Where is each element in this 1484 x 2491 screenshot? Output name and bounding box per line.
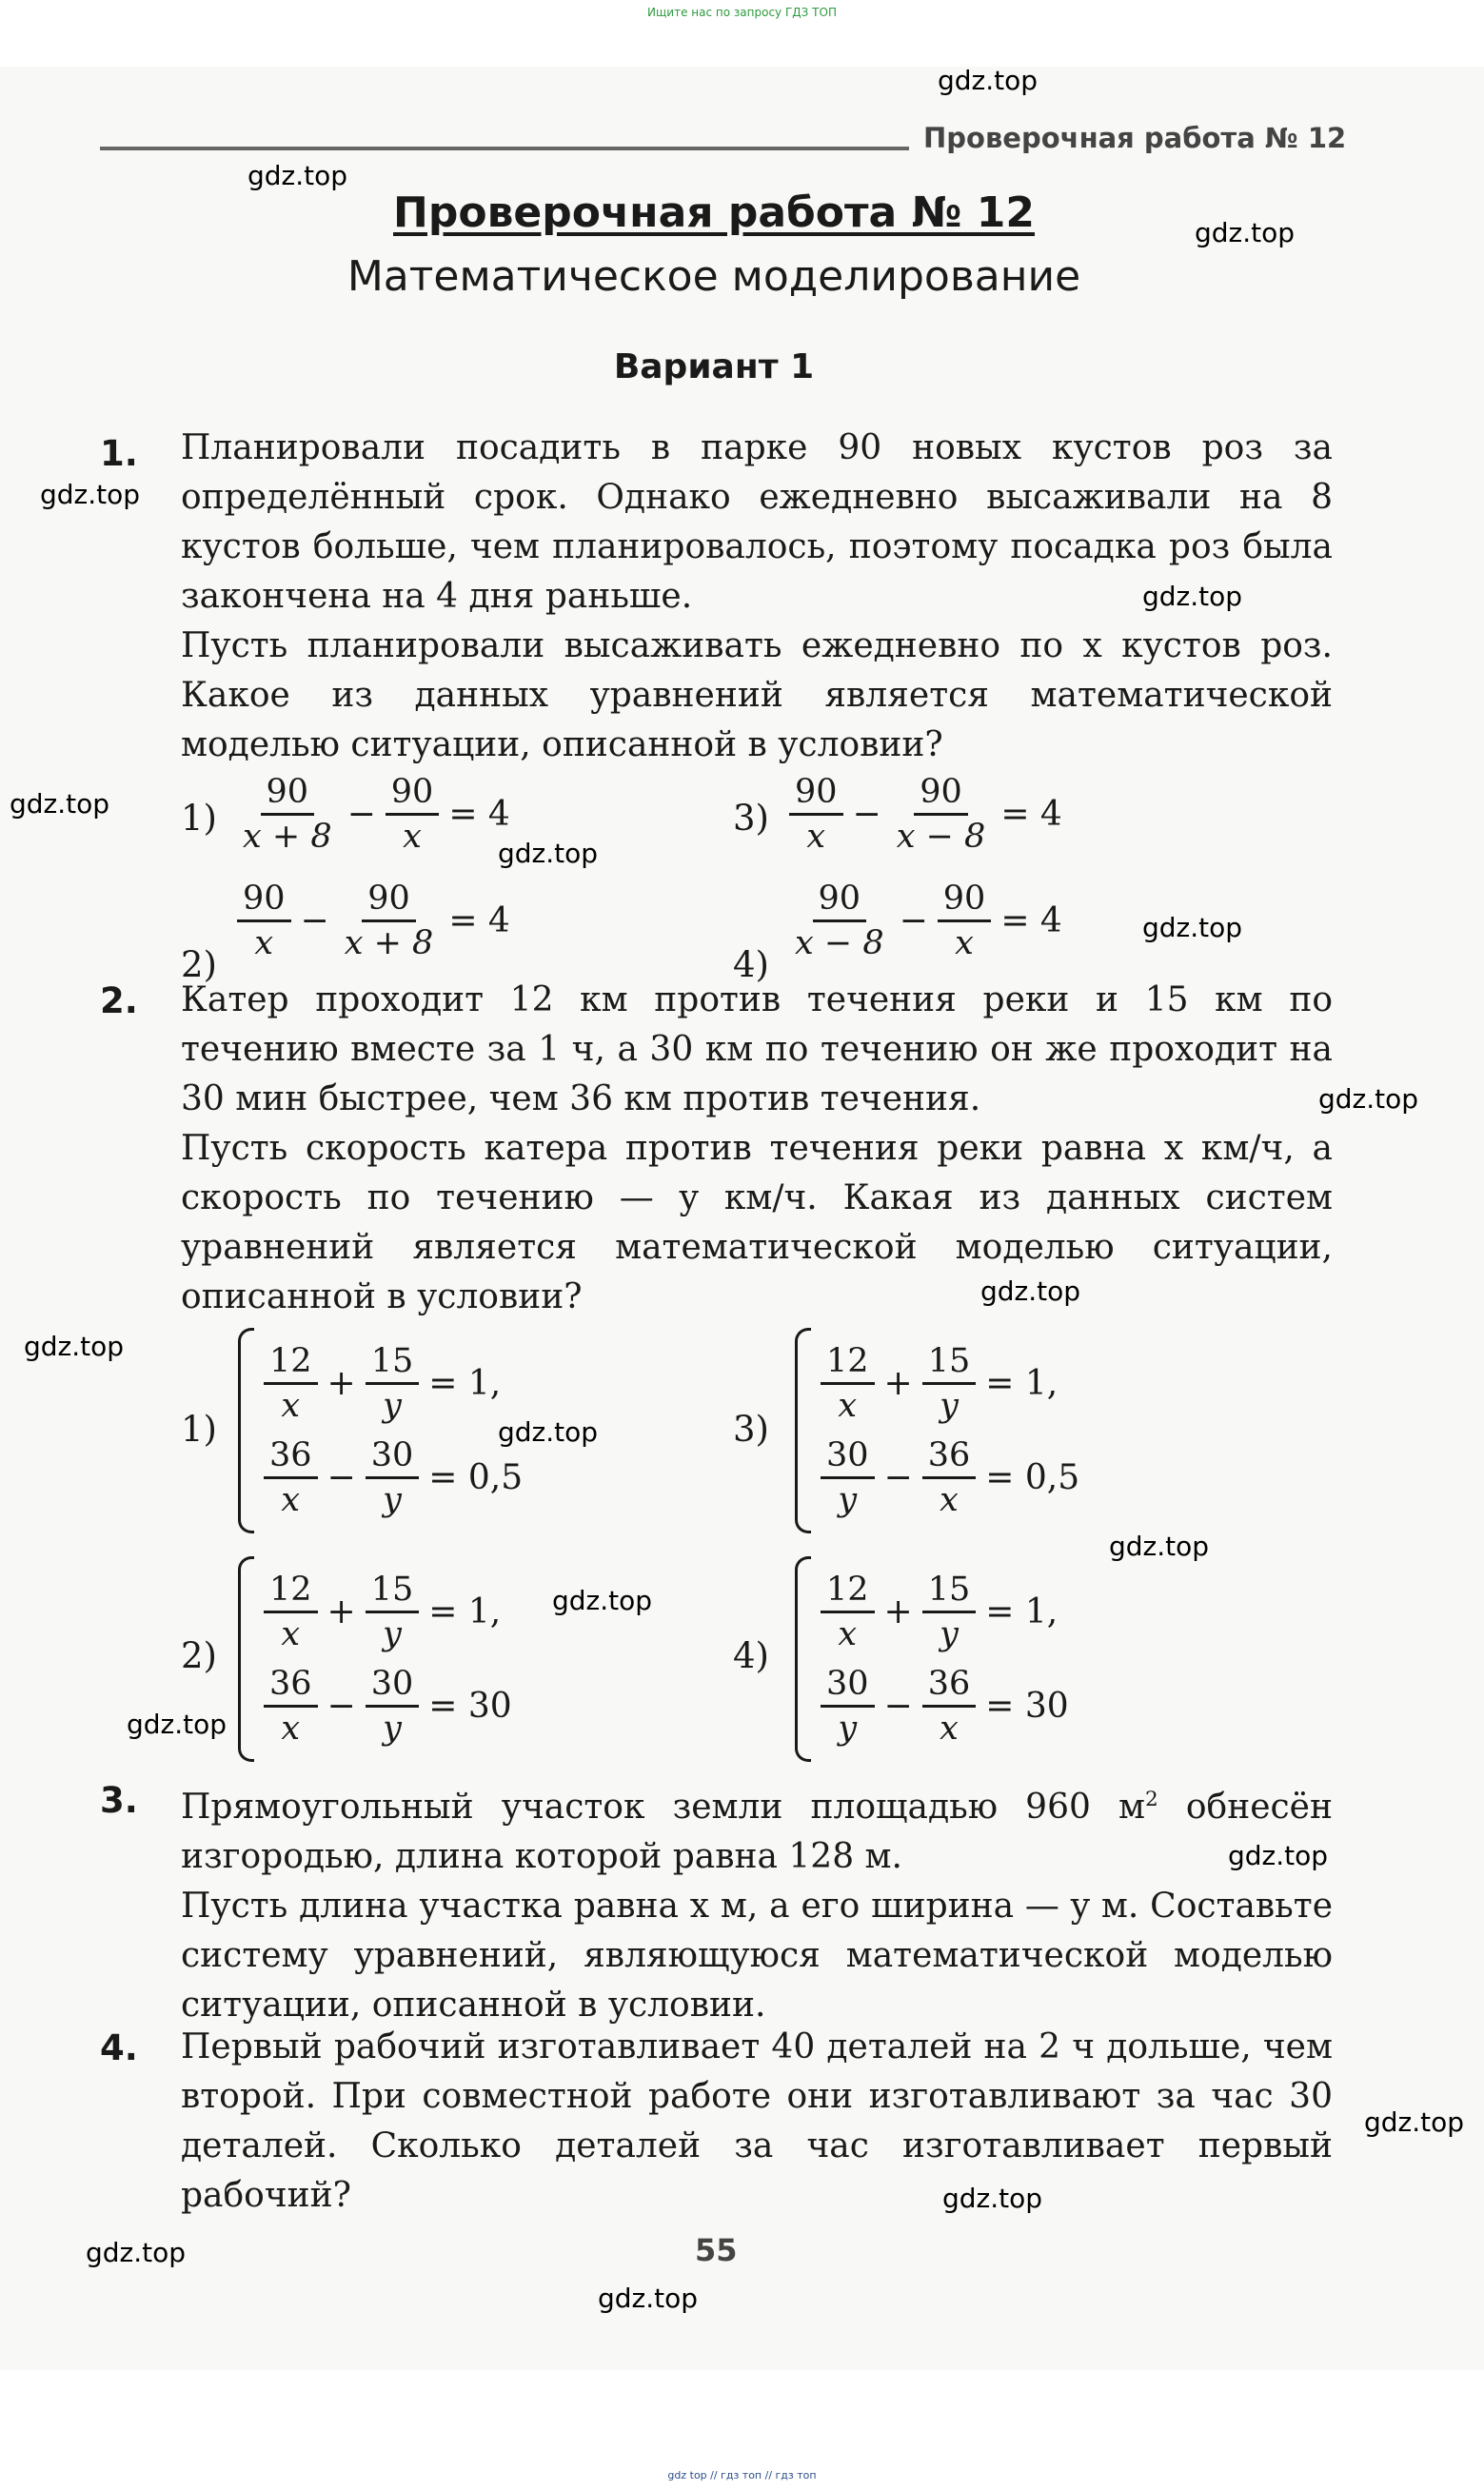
watermark: gdz.top — [127, 1709, 228, 1740]
brace — [795, 1328, 811, 1533]
watermark: gdz.top — [24, 1331, 125, 1362]
watermark: gdz.top — [1142, 581, 1243, 612]
problem-1-condition: Планировали посадить в парке 90 новых кустов роз за определённый срок. Однако ежедневно высаживали на 8 кустов больше, чем планировалось, поэтому посадка роз была закончена на 4 дня раньше. — [181, 428, 1333, 616]
brace — [795, 1556, 811, 1762]
page-title: Проверочная работа № 12 — [393, 188, 1035, 237]
variant-heading: Вариант 1 — [613, 347, 815, 386]
fraction: $\frac{90}{x + 8}$ — [243, 773, 332, 856]
fraction: $\frac{90}{x}$ — [785, 771, 847, 858]
problem-2-question: Пусть скорость катера против течения реки равна x км/ч, а скорость по течению — y км/ч. Какая из данных систем уравнений является математической моделью ситуации, описанной в условии? — [181, 1129, 1333, 1316]
fraction: $\frac{90}{x}$ — [233, 878, 295, 964]
watermark: gdz.top — [1228, 1840, 1329, 1871]
watermark: gdz.top — [552, 1585, 653, 1616]
problem-3-question: Пусть длина участка равна x м, а его ширина — y м. Составьте систему уравнений, являющуюся математической моделью ситуации, описанной в условии. — [181, 1887, 1333, 2025]
watermark: gdz.top — [247, 160, 348, 191]
watermark: gdz.top — [498, 1416, 599, 1448]
watermark: gdz.top — [1142, 912, 1243, 943]
problem-1-question: Пусть планировали высаживать ежедневно по x кустов роз. Какое из данных уравнений является математической моделью ситуации, описанной в условии? — [181, 626, 1333, 764]
brace — [238, 1328, 254, 1533]
watermark: gdz.top — [86, 2237, 187, 2268]
running-head: Проверочная работа № 12 — [923, 122, 1347, 154]
watermark: gdz.top — [938, 65, 1039, 96]
fraction: $\frac{90}{x + 8}$ — [344, 880, 434, 962]
problem-4-condition: Первый рабочий изготавливает 40 деталей на 2 ч дольше, чем второй. При совместной работе они изготавливают за час 30 деталей. Сколько деталей за час изготавливает первый рабочий? — [181, 2027, 1333, 2215]
p2-option-3-system: $\frac{12}{x}$ + $\frac{15}{y}$ = 1, $\frac{30}{y}$ − $\frac{36}{x}$ = 0,5 — [795, 1328, 1085, 1533]
p2-option-4-system: $\frac{12}{x}$ + $\frac{15}{y}$ = 1, $\frac{30}{y}$ − $\frac{36}{x}$ = 30 — [795, 1556, 1075, 1762]
p1-option-4-label: 4) — [733, 944, 769, 985]
watermark: gdz.top — [1109, 1531, 1210, 1562]
problem-3-text — [181, 1775, 1333, 2030]
watermark: gdz.top — [498, 838, 599, 869]
watermark: gdz.top — [980, 1275, 1081, 1307]
header-rule — [100, 147, 909, 150]
p1-option-4-equation: $\frac{90}{x - 8}$ − $\frac{90}{x}$ = 4 — [785, 878, 1068, 964]
watermark: gdz.top — [1318, 1083, 1419, 1115]
fraction: $\frac{90}{x}$ — [382, 771, 444, 858]
problem-2-text — [181, 976, 1333, 1322]
p1-option-3-equation: $\frac{90}{x}$ − $\frac{90}{x - 8}$ = 4 — [785, 771, 1068, 858]
p1-option-1-equation: $\frac{90}{x + 8}$ − $\frac{90}{x}$ = 4 — [233, 771, 516, 858]
watermark: gdz.top — [942, 2183, 1043, 2214]
problem-3-number: 3. — [100, 1780, 138, 1821]
p2-option-2-label: 2) — [181, 1635, 217, 1676]
page-subtitle: Математическое моделирование — [346, 252, 1081, 301]
p2-option-1-system: $\frac{12}{x}$ + $\frac{15}{y}$ = 1, $\frac{36}{x}$ − $\frac{30}{y}$ = 0,5 — [238, 1328, 528, 1533]
fraction: $\frac{90}{x - 8}$ — [795, 880, 884, 962]
problem-4-number: 4. — [100, 2027, 138, 2068]
p2-option-3-label: 3) — [733, 1409, 769, 1450]
problem-3-condition: Прямоугольный участок земли площадью 960 $м^2$ обнесён изгородью, длина которой равна 128 м. — [181, 1788, 1333, 1876]
watermark: gdz.top — [10, 788, 110, 820]
problem-2-condition: Катер проходит 12 км против течения реки и 15 км по течению вместе за 1 ч, а 30 км по течению он же проходит на 30 мин быстрее, чем 36 км против течения. — [181, 980, 1333, 1118]
p2-option-1-label: 1) — [181, 1409, 217, 1450]
p2-option-4-label: 4) — [733, 1635, 769, 1676]
watermark: gdz.top — [1364, 2106, 1465, 2138]
problem-1-number: 1. — [100, 433, 138, 474]
p2-option-2-system: $\frac{12}{x}$ + $\frac{15}{y}$ = 1, $\frac{36}{x}$ − $\frac{30}{y}$ = 30 — [238, 1556, 518, 1762]
watermark: gdz.top — [598, 2283, 699, 2314]
bottom-banner: gdz top // гдз топ // гдз топ — [667, 2469, 817, 2481]
p1-option-2-label: 2) — [181, 944, 217, 985]
brace — [238, 1556, 254, 1762]
problem-4-text — [181, 2023, 1333, 2221]
problem-2-number: 2. — [100, 980, 138, 1021]
fraction: $\frac{90}{x}$ — [934, 878, 996, 964]
p1-option-2-equation: $\frac{90}{x}$ − $\frac{90}{x + 8}$ = 4 — [233, 878, 516, 964]
p1-option-3-label: 3) — [733, 798, 769, 839]
watermark: gdz.top — [1195, 217, 1296, 248]
top-banner: Ищите нас по запросу ГДЗ ТОП — [647, 6, 837, 19]
watermark: gdz.top — [40, 479, 141, 510]
fraction: $\frac{90}{x - 8}$ — [896, 773, 986, 856]
page-number: 55 — [695, 2232, 738, 2268]
p1-option-1-label: 1) — [181, 798, 217, 839]
